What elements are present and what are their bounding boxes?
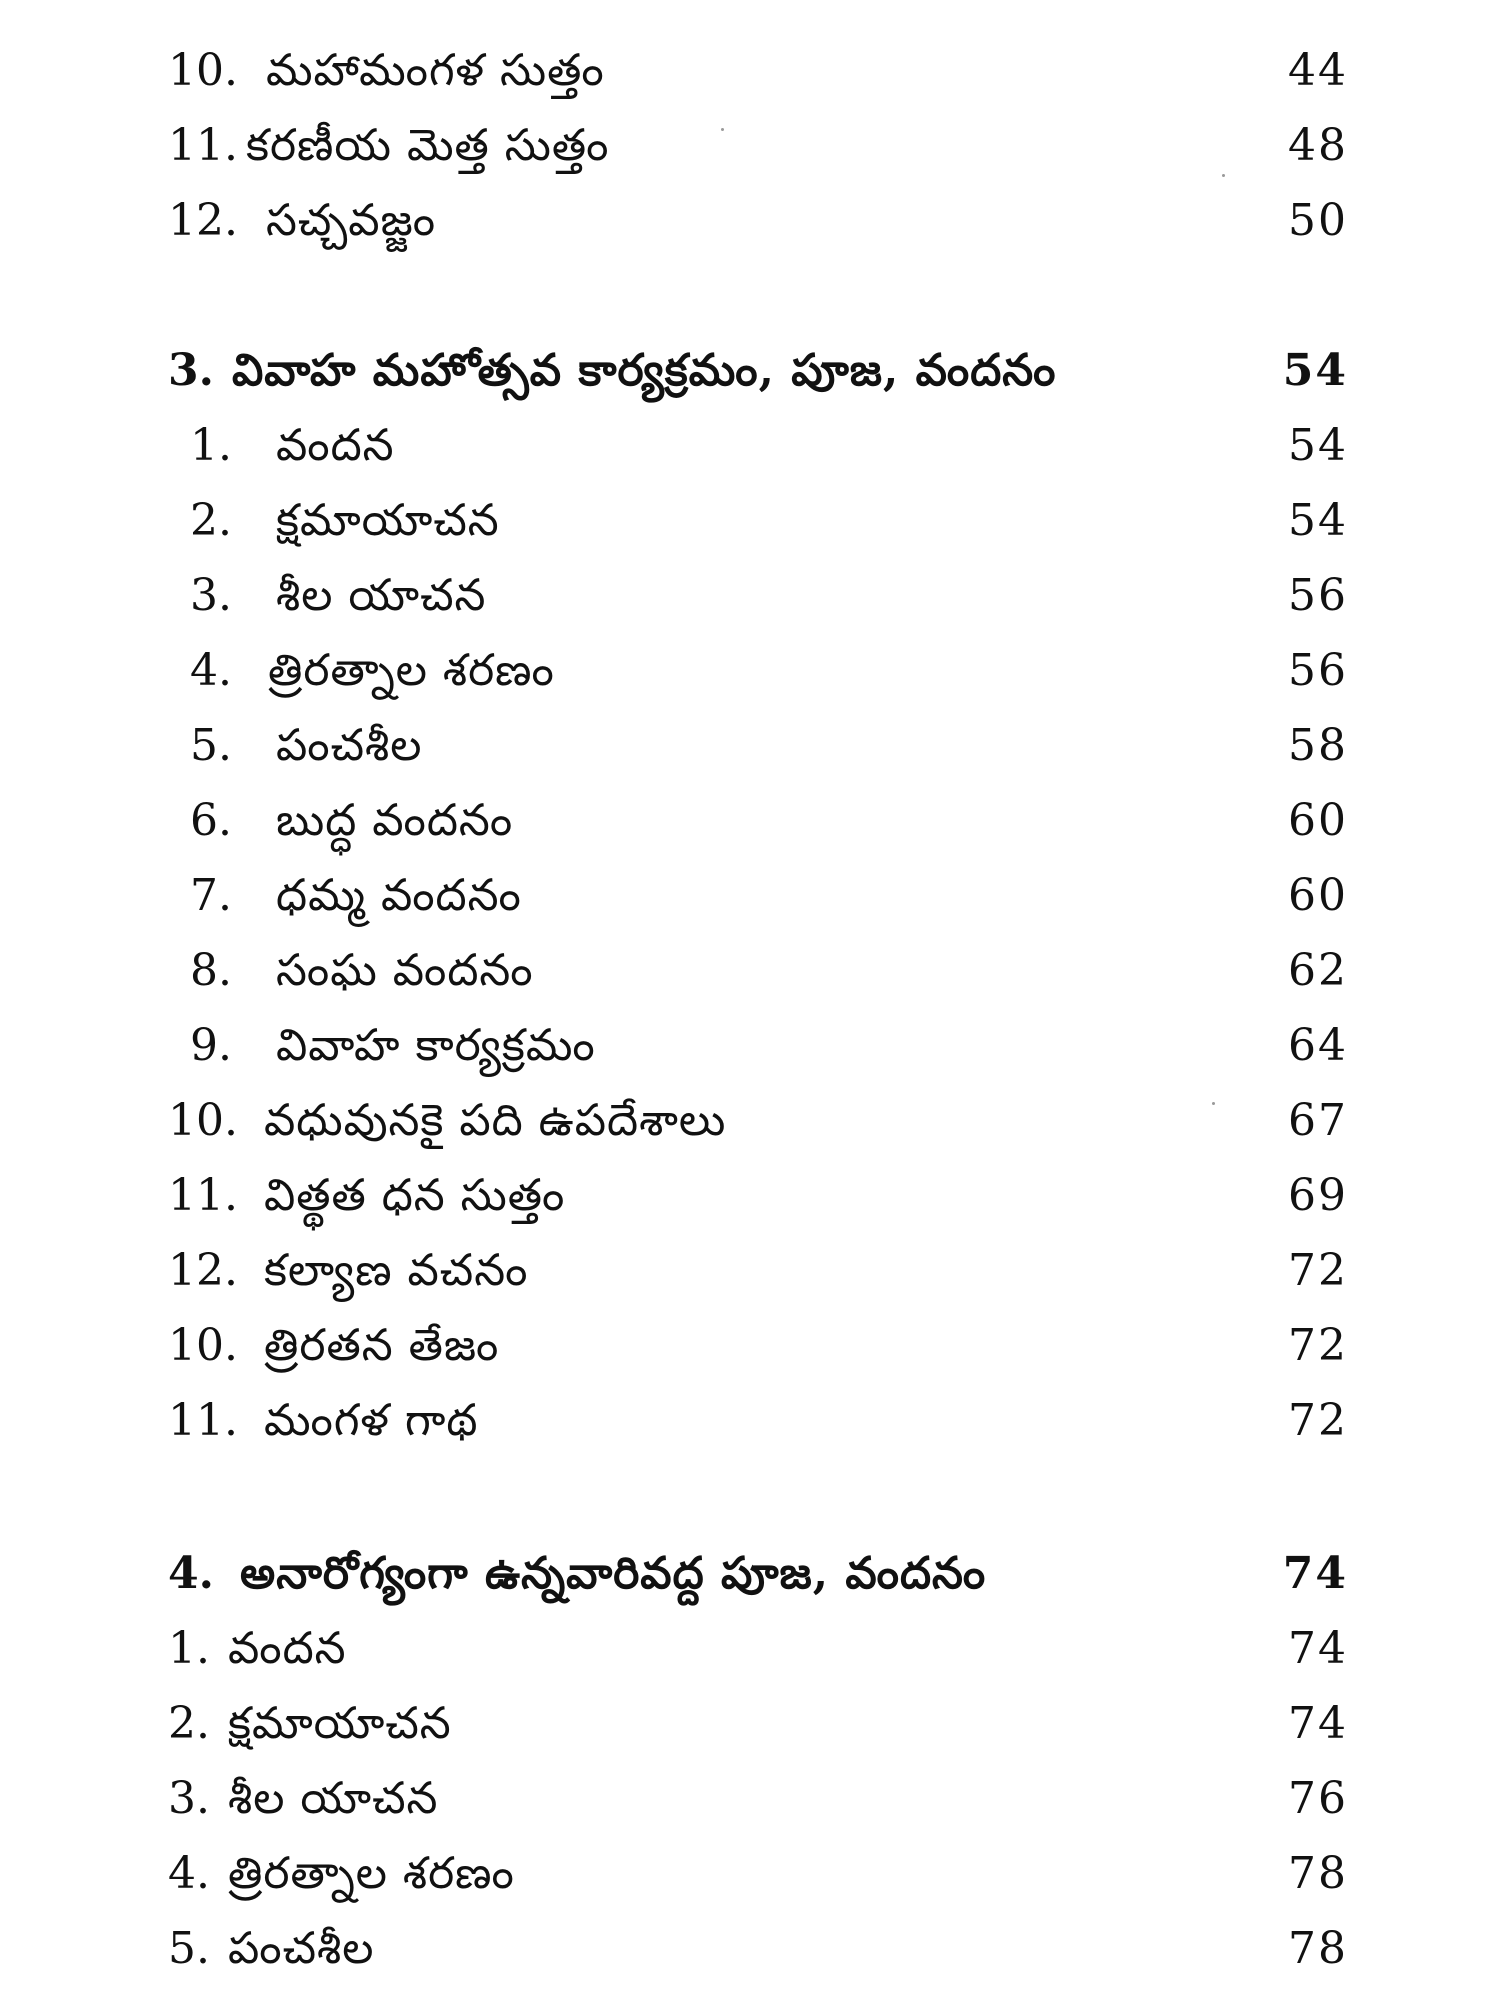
toc-entry <box>168 1010 1348 1082</box>
entry-page: 72 <box>1288 1245 1348 1296</box>
entry-page: 64 <box>1288 1020 1348 1071</box>
entry-title: సంఘ వందనం <box>276 945 534 996</box>
toc-entry <box>168 1763 1348 1835</box>
entry-page: 54 <box>1288 495 1348 546</box>
entry-number: 5. <box>190 720 232 771</box>
entry-page: 50 <box>1288 195 1348 246</box>
toc-entry <box>168 1838 1348 1910</box>
entry-number: 2. <box>190 495 232 546</box>
scan-speck <box>1222 174 1225 177</box>
heading-page: 54 <box>1282 345 1348 396</box>
entry-page: 56 <box>1288 570 1348 621</box>
entry-page: 76 <box>1288 1773 1348 1824</box>
entry-title: వందన <box>228 1623 347 1674</box>
entry-page: 67 <box>1288 1095 1348 1146</box>
heading-title: అనారోగ్యంగా ఉన్నవారివద్ద పూజ, వందనం <box>240 1548 987 1599</box>
entry-title: సచ్చవజ్జం <box>266 195 437 246</box>
toc-entry <box>168 785 1348 857</box>
entry-title: కల్యాణ వచనం <box>264 1245 529 1296</box>
toc-entry <box>168 1160 1348 1232</box>
entry-number: 3. <box>168 1773 210 1824</box>
entry-page: 44 <box>1288 45 1348 96</box>
section-heading <box>168 1538 1348 1610</box>
entry-page: 69 <box>1288 1170 1348 1221</box>
entry-page: 58 <box>1288 720 1348 771</box>
heading-number: 3. <box>168 345 214 396</box>
entry-page: 60 <box>1288 795 1348 846</box>
entry-title: పంచశీల <box>276 720 423 771</box>
entry-title: పంచశీల <box>228 1923 375 1974</box>
entry-number: 9. <box>190 1020 232 1071</box>
toc-entry <box>168 1613 1348 1685</box>
entry-title: క్షమాయాచన <box>276 495 500 546</box>
entry-number: 12. <box>168 1245 238 1296</box>
entry-number: 10. <box>168 1095 238 1146</box>
entry-number: 1. <box>190 420 232 471</box>
entry-page: 74 <box>1288 1698 1348 1749</box>
entry-number: 11. <box>168 1395 238 1446</box>
section-heading <box>168 335 1348 407</box>
entry-title: త్రిరత్నాల శరణం <box>228 1848 515 1899</box>
entry-title: విత్థత ధన సుత్తం <box>264 1170 566 1221</box>
entry-number: 8. <box>190 945 232 996</box>
entry-number: 12. <box>168 195 238 246</box>
toc-entry <box>168 1085 1348 1157</box>
toc-entry <box>168 710 1348 782</box>
entry-page: 78 <box>1288 1848 1348 1899</box>
heading-page: 74 <box>1282 1548 1348 1599</box>
entry-number: 6. <box>190 795 232 846</box>
entry-number: 3. <box>190 570 232 621</box>
entry-page: 62 <box>1288 945 1348 996</box>
entry-title: కరణీయ మెత్త సుత్తం <box>246 120 610 171</box>
entry-title: ధమ్మ వందనం <box>276 870 522 921</box>
entry-number: 11. <box>168 120 238 171</box>
entry-title: త్రిరత్నాల శరణం <box>268 645 555 696</box>
toc-entry <box>168 185 1348 257</box>
scan-speck <box>721 128 724 131</box>
entry-title: శీల యాచన <box>228 1773 439 1824</box>
entry-title: క్షమాయాచన <box>228 1698 452 1749</box>
entry-page: 78 <box>1288 1923 1348 1974</box>
entry-page: 74 <box>1288 1623 1348 1674</box>
entry-number: 4. <box>190 645 232 696</box>
entry-number: 11. <box>168 1170 238 1221</box>
entry-title: మంగళ గాథ <box>264 1395 479 1446</box>
heading-number: 4. <box>168 1548 214 1599</box>
toc-entry <box>168 635 1348 707</box>
toc-entry <box>168 935 1348 1007</box>
entry-title: వధువునకై పది ఉపదేశాలు <box>264 1095 727 1146</box>
entry-page: 48 <box>1288 120 1348 171</box>
entry-number: 10. <box>168 45 238 96</box>
entry-page: 72 <box>1288 1395 1348 1446</box>
entry-number: 2. <box>168 1698 210 1749</box>
toc-entry <box>168 35 1348 107</box>
entry-title: త్రిరతన తేజం <box>264 1320 500 1371</box>
toc-entry <box>168 485 1348 557</box>
toc-entry <box>168 1913 1348 1985</box>
toc-entry <box>168 110 1348 182</box>
toc-entry <box>168 1688 1348 1760</box>
entry-title: వివాహ కార్యక్రమం <box>276 1020 596 1071</box>
entry-number: 10. <box>168 1320 238 1371</box>
entry-page: 60 <box>1288 870 1348 921</box>
toc-entry <box>168 1385 1348 1457</box>
heading-title: వివాహ మహోత్సవ కార్యక్రమం, పూజ, వందనం <box>232 345 1057 396</box>
entry-number: 4. <box>168 1848 210 1899</box>
entry-title: వందన <box>276 420 395 471</box>
entry-page: 54 <box>1288 420 1348 471</box>
entry-page: 56 <box>1288 645 1348 696</box>
entry-title: మహామంగళ సుత్తం <box>266 45 605 96</box>
entry-title: శీల యాచన <box>276 570 487 621</box>
scan-speck <box>1212 1102 1215 1105</box>
entry-page: 72 <box>1288 1320 1348 1371</box>
entry-number: 1. <box>168 1623 210 1674</box>
entry-number: 5. <box>168 1923 210 1974</box>
toc-entry <box>168 410 1348 482</box>
entry-title: బుద్ధ వందనం <box>276 795 514 846</box>
toc-entry <box>168 1235 1348 1307</box>
toc-entry <box>168 860 1348 932</box>
toc-entry <box>168 560 1348 632</box>
toc-entry <box>168 1310 1348 1382</box>
entry-number: 7. <box>190 870 232 921</box>
